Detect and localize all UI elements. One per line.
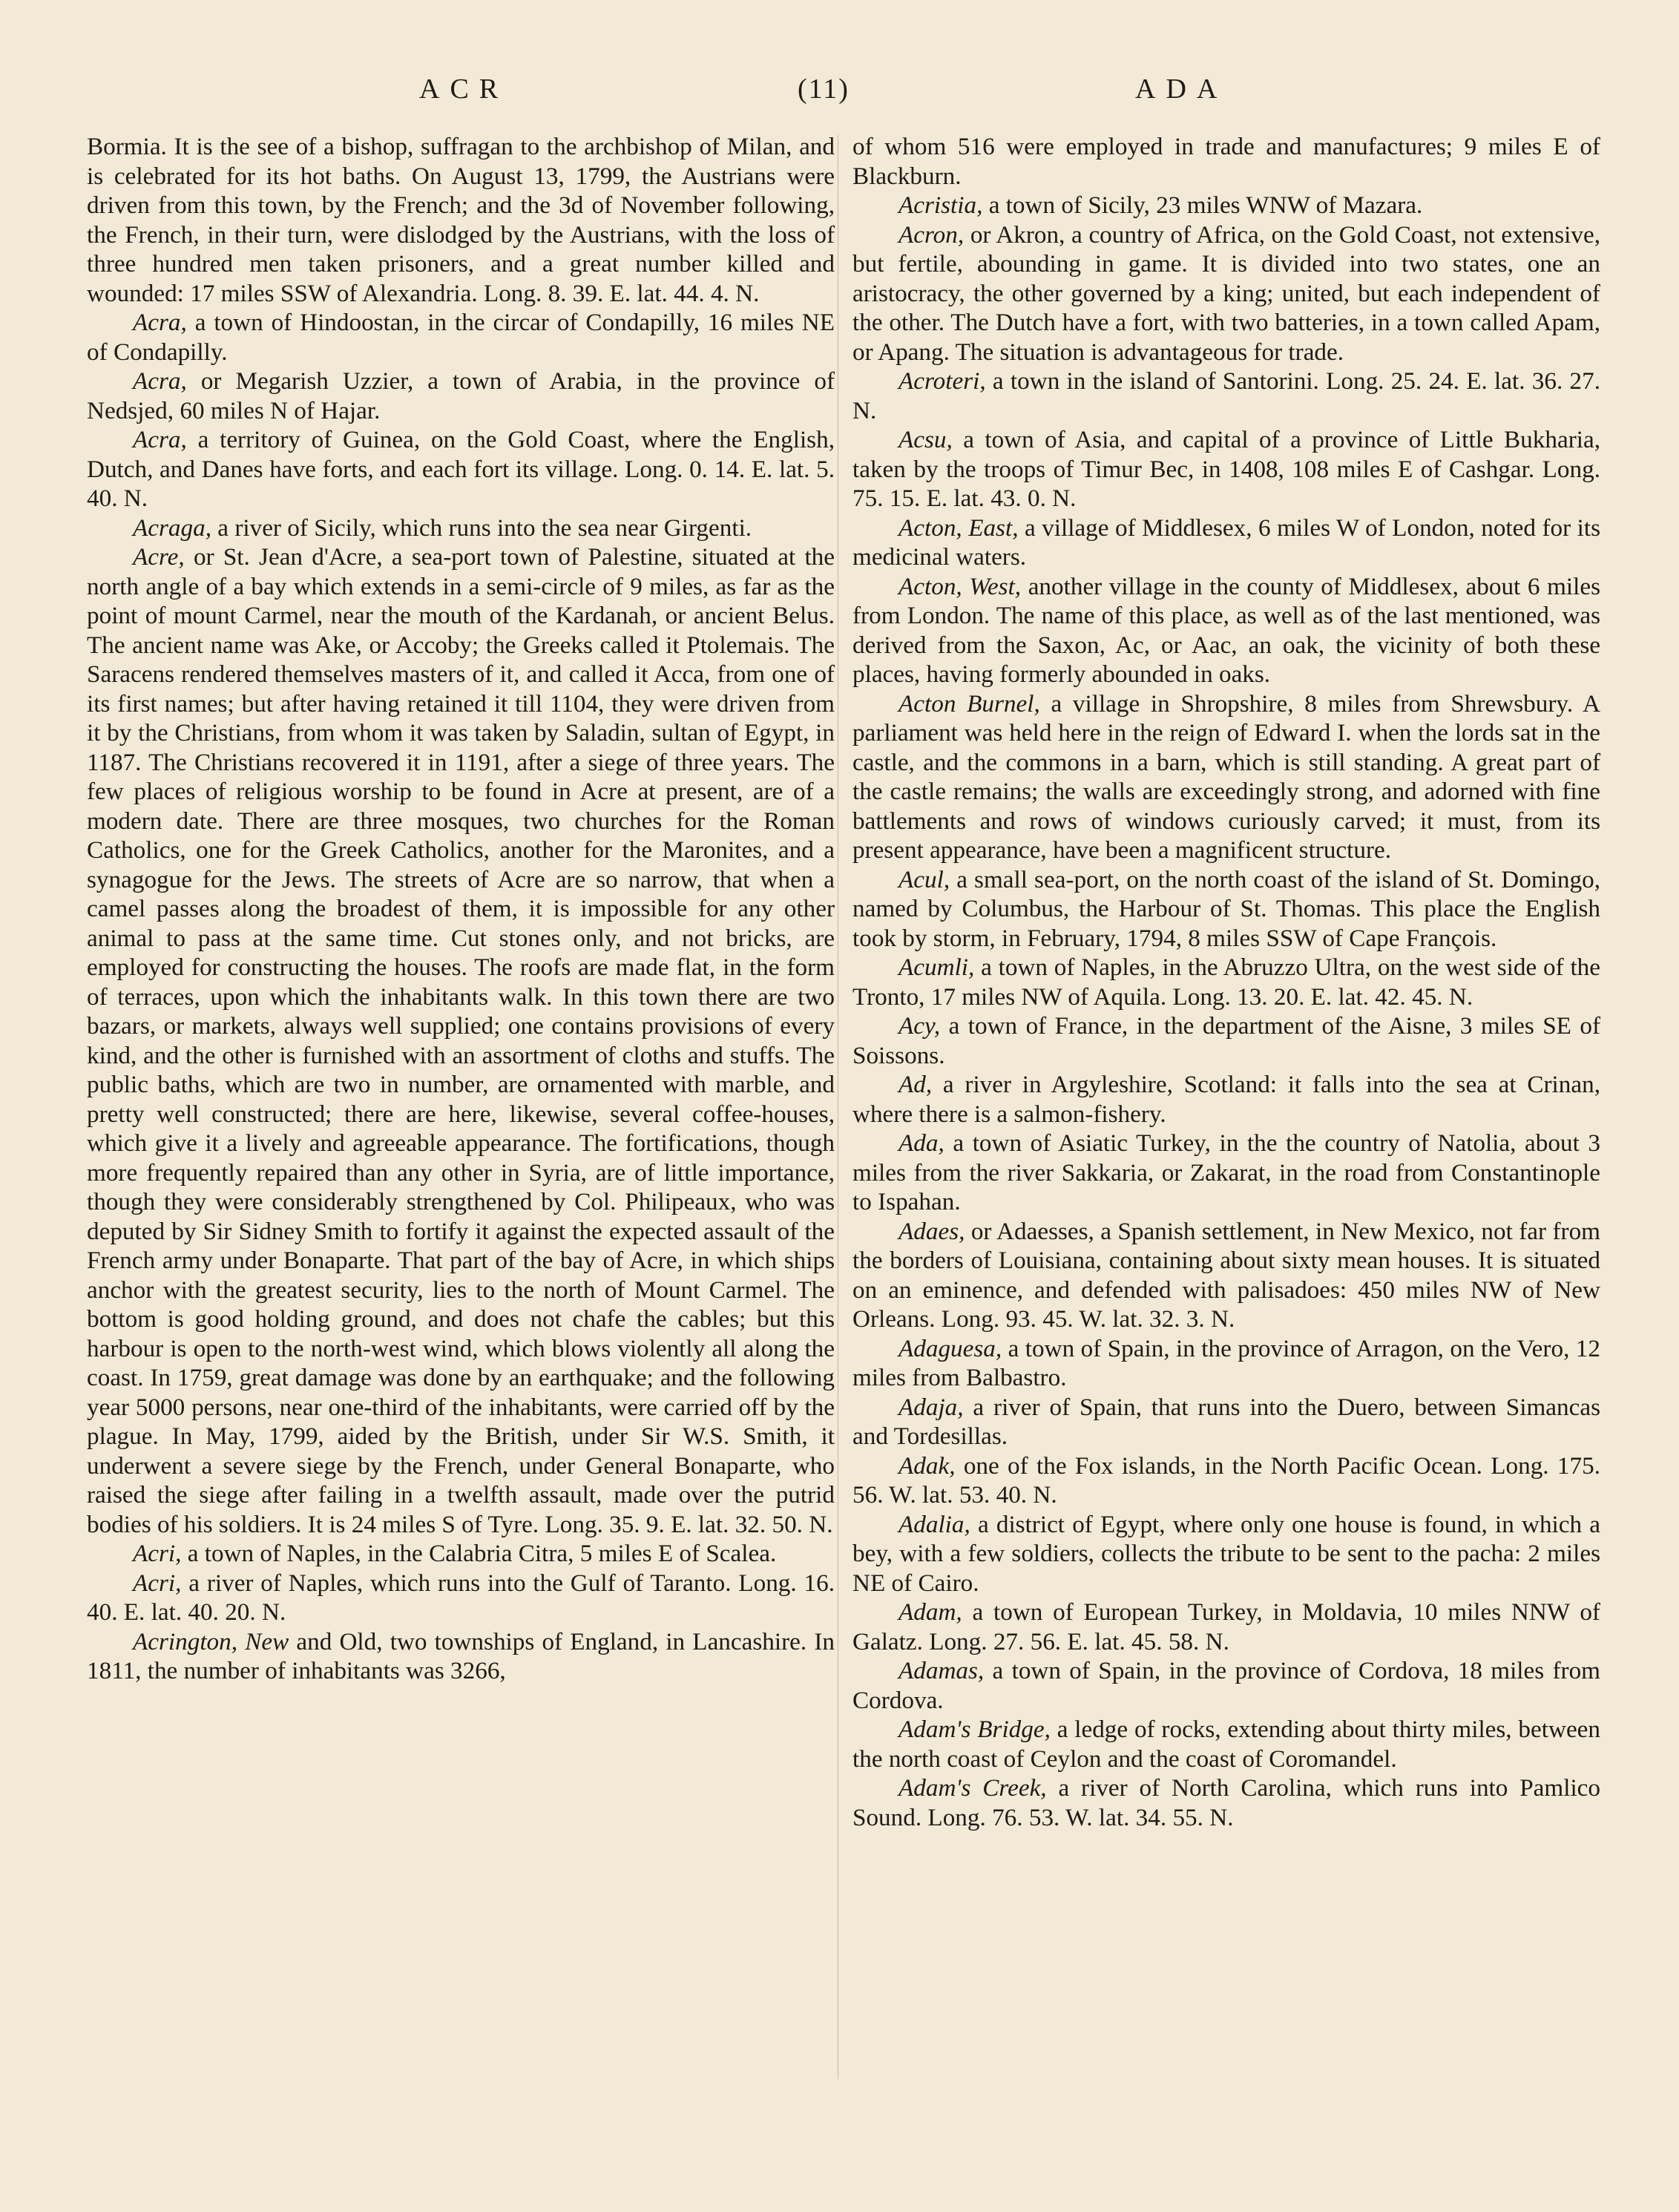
entry-headword: Acri, bbox=[133, 1540, 182, 1567]
dictionary-entry bbox=[852, 513, 1600, 572]
entry-text: a town of European Turkey, in Moldavia, 10 miles NNW of Galatz. Long. 27. 56. E. lat. 45. 58. N. bbox=[852, 1598, 1600, 1655]
entry-headword: Adak, bbox=[898, 1451, 956, 1480]
entry-headword: Acy, bbox=[898, 1012, 941, 1040]
entry-headword: Acton, East, bbox=[898, 513, 1019, 542]
dictionary-entry bbox=[852, 865, 1600, 954]
entry-text: a territory of Guinea, on the Gold Coast, where the English, Dutch, and Danes have forts, and each fort its village. Long. 0. 14. E. lat. 5. 40. N. bbox=[87, 426, 835, 512]
entry-headword: Adam, bbox=[898, 1598, 962, 1626]
entry-headword: Acsu, bbox=[898, 426, 953, 453]
entry-headword: Ad, bbox=[898, 1071, 933, 1098]
dictionary-entry bbox=[852, 1510, 1600, 1598]
entry-headword: Acroteri, bbox=[898, 367, 986, 395]
entry-text: a town of Naples, in the Calabria Citra, 5 miles E of Scalea. bbox=[181, 1540, 777, 1567]
dictionary-entry bbox=[852, 1217, 1600, 1334]
dictionary-entry bbox=[852, 425, 1600, 513]
entry-headword: Acre, bbox=[133, 543, 185, 571]
dictionary-entry bbox=[852, 1129, 1600, 1217]
entry-headword: Acra, bbox=[133, 426, 187, 453]
entry-text: a village of Middlesex, 6 miles W of London, noted for its medicinal waters. bbox=[852, 513, 1600, 571]
entry-headword: Adaguesa, bbox=[898, 1334, 1002, 1362]
entry-headword: Adam's Creek, bbox=[898, 1774, 1047, 1802]
entry-headword: Acra, bbox=[133, 309, 187, 336]
dictionary-entry bbox=[87, 367, 835, 425]
entry-headword: Ada, bbox=[898, 1129, 944, 1157]
dictionary-entry bbox=[852, 689, 1600, 865]
entry-text: a town of Naples, in the Abruzzo Ultra, on the west side of the Tronto, 17 miles NW of Aquila. Long. 13. 20. E. lat. 42. 45. N. bbox=[852, 954, 1600, 1011]
dictionary-entry bbox=[87, 425, 835, 513]
dictionary-entry bbox=[87, 513, 835, 543]
entry-text: a river of Sicily, which runs into the sea near Girgenti. bbox=[211, 513, 752, 542]
dictionary-entry bbox=[852, 367, 1600, 425]
entry-text: a small sea-port, on the north coast of the island of St. Domingo, named by Columbus, the Harbour of St. Thomas. This place the English took by storm, in February, 1794, 8 miles SSW of Cape François. bbox=[852, 865, 1600, 952]
entry-text: a town of Hindoostan, in the circar of Condapilly, 16 miles NE of Condapilly. bbox=[87, 309, 835, 366]
dictionary-entry bbox=[852, 1451, 1600, 1510]
entry-text: or Adaesses, a Spanish settlement, in New Mexico, not far from the borders of Louisiana, containing about sixty mean houses. It is situated on an eminence, and defended with palisadoes: 450 miles NW of New Orleans. Long. 93. 45. W. lat. 32. 3. N. bbox=[852, 1217, 1600, 1333]
dictionary-entry bbox=[852, 1393, 1600, 1451]
entry-text: another village in the county of Middlesex, about 6 miles from London. The name of this place, as well as of the last mentioned, was derived from the Saxon, Ac, or Aac, an oak, the vicinity of both these places, having formerly abounded in oaks. bbox=[852, 572, 1600, 688]
entry-headword: Acron, bbox=[898, 220, 965, 249]
entry-text: a river in Argyleshire, Scotland: it falls into the sea at Crinan, where there is a salmon-fishery. bbox=[852, 1071, 1600, 1128]
entry-text: a town of Sicily, 23 miles WNW of Mazara. bbox=[982, 191, 1423, 219]
entry-text: a river of Spain, that runs into the Duero, between Simancas and Tordesillas. bbox=[852, 1393, 1600, 1450]
entry-text: a town of Asia, and capital of a province of Little Bukharia, taken by the troops of Timur Bec, in 1408, 108 miles E of Cashgar. Long. 75. 15. E. lat. 43. 0. N. bbox=[852, 426, 1600, 512]
dictionary-entry bbox=[87, 1627, 835, 1686]
entry-text: a town of Asiatic Turkey, in the the country of Natolia, about 3 miles from the river Sakkaria, or Zakarat, in the road from Constantinople to Ispahan. bbox=[852, 1129, 1600, 1215]
dictionary-entry bbox=[87, 1539, 835, 1569]
entry-headword: Acraga, bbox=[133, 513, 211, 542]
dictionary-entry bbox=[852, 1011, 1600, 1070]
entry-text: and Old, two townships of England, in Lancashire. In 1811, the number of inhabitants was 3266, bbox=[87, 1627, 835, 1684]
entry-text: a ledge of rocks, extending about thirty miles, between the north coast of Ceylon and the coast of Coromandel. bbox=[852, 1716, 1600, 1773]
dictionary-entry bbox=[852, 1715, 1600, 1773]
entry-headword: Acrington, New bbox=[133, 1627, 289, 1655]
entry-text: one of the Fox islands, in the North Pacific Ocean. Long. 175. 56. W. lat. 53. 40. N. bbox=[852, 1451, 1600, 1509]
entry-text: a district of Egypt, where only one house is found, in which a bey, with a few soldiers, collects the tribute to be sent to the pacha: 2 miles NE of Cairo. bbox=[852, 1510, 1600, 1597]
dictionary-entry bbox=[852, 1656, 1600, 1715]
entry-headword: Acul, bbox=[898, 865, 950, 893]
entry-headword: Adaja, bbox=[898, 1393, 964, 1421]
entry-text: a river of Naples, which runs into the Gulf of Taranto. Long. 16. 40. E. lat. 40. 20. N. bbox=[87, 1569, 835, 1626]
dictionary-entry bbox=[852, 953, 1600, 1011]
entry-text: a town of Spain, in the province of Cordova, 18 miles from Cordova. bbox=[852, 1657, 1600, 1714]
dictionary-entry bbox=[87, 308, 835, 367]
dictionary-entry bbox=[87, 542, 835, 1539]
dictionary-entry bbox=[87, 132, 835, 308]
entry-text: Bormia. It is the see of a bishop, suffragan to the archbishop of Milan, and is celebrated for its hot baths. On August 13, 1799, the Austrians were driven from this town, by the French; and the 3d of November following, the French, in their turn, were dislodged by the Austrians, with the loss of three hundred men taken prisoners, and a great number killed and wounded: 17 miles SSW of Alexandria. Long. 8. 39. E. lat. 44. 4. N. bbox=[87, 133, 835, 307]
entry-text: or Megarish Uzzier, a town of Arabia, in the province of Nedsjed, 60 miles N of Hajar. bbox=[87, 367, 835, 424]
entry-headword: Acton, West, bbox=[898, 572, 1022, 600]
entry-text: a river of North Carolina, which runs into Pamlico Sound. Long. 76. 53. W. lat. 34. 55. N. bbox=[852, 1774, 1600, 1831]
dictionary-entry bbox=[852, 1070, 1600, 1129]
page-number: (11) bbox=[798, 73, 850, 105]
entry-headword: Acton Burnel, bbox=[898, 689, 1040, 718]
dictionary-entry bbox=[852, 1598, 1600, 1656]
running-head-right: ADA bbox=[1135, 73, 1228, 105]
dictionary-entry bbox=[852, 191, 1600, 220]
entry-headword: Adamas, bbox=[898, 1657, 985, 1684]
dictionary-entry bbox=[852, 220, 1600, 367]
entry-headword: Acri, bbox=[133, 1569, 182, 1597]
entry-text: a village in Shropshire, 8 miles from Shrewsbury. A parliament was held here in the reign of Edward I. when the lords sat in the castle, and the commons in a barn, which is still standing. A great part of the castle remains; the walls are exceedingly strong, and adorned with fine battlements and rows of windows curiously carved; it must, from its present appearance, have been a magnificent structure. bbox=[852, 689, 1600, 864]
entry-text: of whom 516 were employed in trade and manufactures; 9 miles E of Blackburn. bbox=[852, 133, 1600, 190]
entry-headword: Acra, bbox=[133, 367, 187, 395]
right-column bbox=[852, 132, 1600, 1832]
entry-text: or Akron, a country of Africa, on the Gold Coast, not extensive, but fertile, abounding in game. It is divided into two states, one an aristocracy, the other governed by a king; united, but each independent of the other. The Dutch have a fort, with two batteries, in a town called Apam, or Apang. The situation is advantageous for trade. bbox=[852, 220, 1600, 366]
entry-headword: Acumli, bbox=[898, 954, 975, 981]
dictionary-entry bbox=[852, 1773, 1600, 1832]
entry-headword: Adaes, bbox=[898, 1217, 965, 1245]
entry-text: a town in the island of Santorini. Long. 25. 24. E. lat. 36. 27. N. bbox=[852, 367, 1600, 424]
running-head-left: ACR bbox=[419, 73, 509, 105]
entry-text: a town of France, in the department of the Aisne, 3 miles SE of Soissons. bbox=[852, 1012, 1600, 1069]
left-column bbox=[87, 132, 835, 1686]
entry-headword: Adalia, bbox=[898, 1510, 970, 1538]
dictionary-entry bbox=[852, 572, 1600, 689]
entry-headword: Acristia, bbox=[898, 191, 983, 219]
entry-text: or St. Jean d'Acre, a sea-port town of Palestine, situated at the north angle of a bay which extends in a semi-circle of 9 miles, as far as the point of mount Carmel, near the mouth of the Kardanah, or ancient Belus. The ancient name was Ake, or Accoby; the Greeks called it Ptolemais. The Saracens rendered themselves masters of it, and called it Acca, from one of its first names; but after having retained it till 1104, they were driven from it by the Christians, from whom it was taken by Saladin, sultan of Egypt, in 1187. The Christians recovered it in 1191, after a siege of three years. The few places of religious worship to be found in Acre at present, are of a modern date. There are three mosques, two churches for the Roman Catholics, one for the Greek Catholics, another for the Maronites, and a synagogue for the Jews. The streets of Acre are so narrow, that when a camel passes along the broadest of them, it is impossible for any other animal to pass at the same time. Cut stones only, and not bricks, are employed for constructing the houses. The roofs are made flat, in the form of terraces, upon which the inhabitants walk. In this town there are two bazars, or markets, always well supplied; one contains provisions of every kind, and the other is furnished with an assortment of cloths and stuffs. The public baths, which are two in number, are ornamented with marble, and pretty well constructed; there are here, likewise, several coffee-houses, which give it a lively and agreeable appearance. The fortifications, though more frequently repaired than any other in Syria, are of little importance, though they were considerably strengthened by Col. Philipeaux, who was deputed by Sir Sidney Smith to fortify it against the expected assault of the French army under Bonaparte. That part of the bay of Acre, in which ships anchor with the greatest security, lies to the north of Mount Carmel. The bottom is good holding ground, and does not chafe the cables; but this harbour is open to the north-west wind, which blows violently all along the coast. In 1759, great damage was done by an earthquake; and the following year 5000 persons, near one-third of the inhabitants, were carried off by the plague. In May, 1799, aided by the British, under Sir W.S. Smith, it underwent a severe siege by the French, under General Bonaparte, who raised the siege after failing in a twelfth assault, made over the putrid bodies of his soldiers. It is 24 miles S of Tyre. Long. 35. 9. E. lat. 32. 50. N. bbox=[87, 543, 835, 1538]
dictionary-entry bbox=[87, 1569, 835, 1627]
entry-headword: Adam's Bridge, bbox=[898, 1716, 1051, 1743]
dictionary-entry bbox=[852, 1334, 1600, 1393]
dictionary-entry bbox=[852, 132, 1600, 191]
entry-text: a town of Spain, in the province of Arragon, on the Vero, 12 miles from Balbastro. bbox=[852, 1334, 1600, 1391]
